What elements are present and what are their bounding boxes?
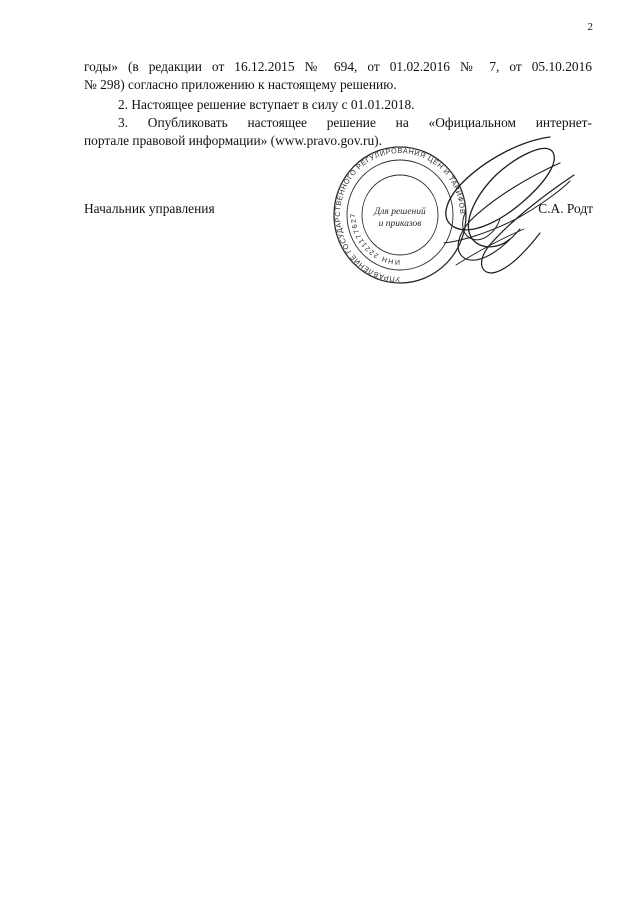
seal-outer-text: УПРАВЛЕНИЕ ГОСУДАРСТВЕННОГО РЕГУЛИРОВАНИЯ ЦЕН И ТАРИФОВ <box>333 145 468 285</box>
item-2-text: 2. Настоящее решение вступает в силу с 01.01.2018. <box>118 97 415 112</box>
page-number: 2 <box>587 21 593 33</box>
seal-center-line-1: Для решений <box>374 207 426 217</box>
handwritten-signature <box>400 115 580 295</box>
seal-inn-text: ИНН 2221177627 <box>349 212 401 266</box>
item-3-text: 3. Опубликовать настоящее решение на «Официальном интернет- <box>118 115 592 130</box>
body-text-line: № 298) согласно приложению к настоящему решению. <box>84 77 397 92</box>
signatory-name: С.А. Родт <box>538 201 593 216</box>
body-text-line: годы» (в редакции от 16.12.2015 № 694, от 01.02.2016 № 7, от 05.10.2016 <box>84 59 592 74</box>
signatory-position: Начальник управления <box>84 201 215 216</box>
seal-center-line-2: и приказов <box>378 219 422 229</box>
item-3-text-continued: портале правовой информации» (www.pravo.gov.ru). <box>84 133 382 148</box>
